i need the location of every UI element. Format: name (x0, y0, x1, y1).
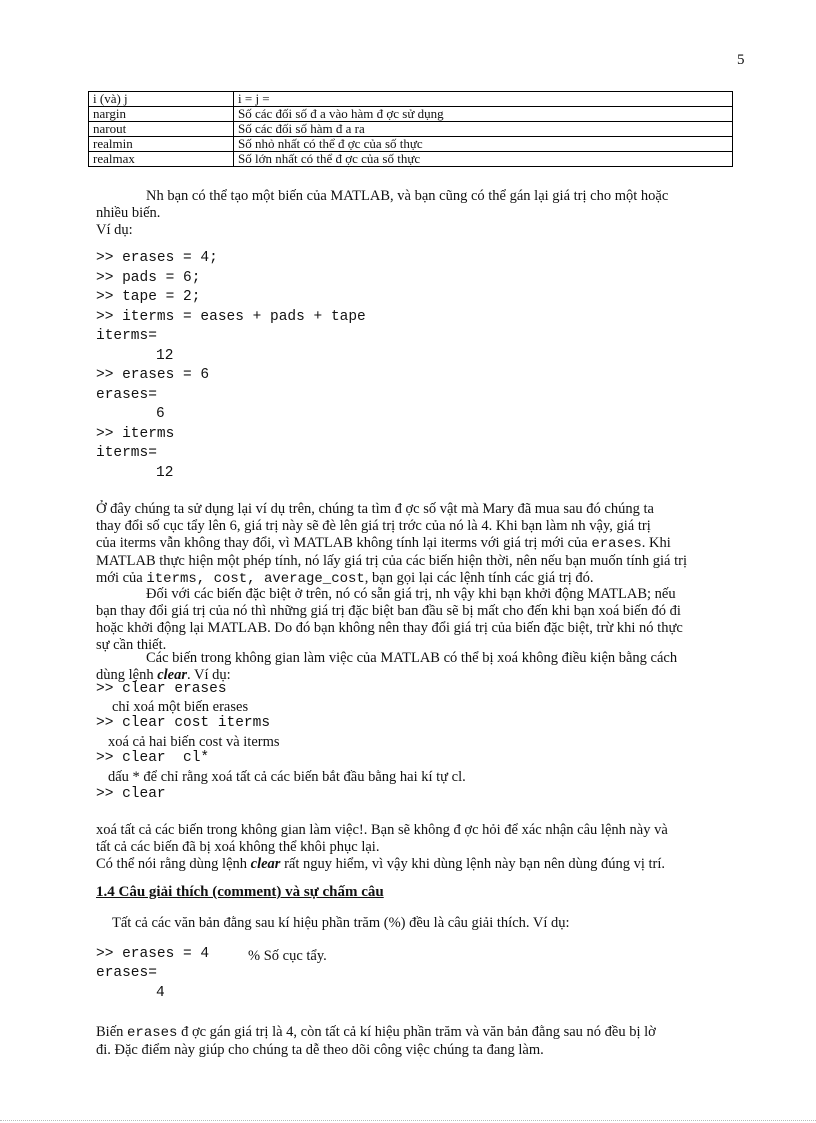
paragraph-line (96, 1024, 756, 1042)
clear-description: dấu * để chỉ rằng xoá tất cả các biến bắt đầu bằng hai kí tự cl. (108, 769, 466, 785)
clear-warning-paragraph (96, 822, 756, 873)
table-row (89, 152, 733, 167)
explanation-paragraph (96, 501, 754, 588)
table-cell: Số lớn nhất có thể đ ợc của số thực (234, 152, 733, 167)
clear-description: xoá cả hai biến cost và iterms (108, 734, 280, 750)
text-run: dùng lệnh (96, 667, 154, 683)
table-row (89, 137, 733, 152)
paragraph-line: Các biến trong không gian làm việc của MATLAB có thể bị xoá không điều kiện bằng cách (146, 650, 678, 666)
code-line: >> pads = 6; (96, 269, 201, 286)
code-line: 6 (156, 406, 165, 422)
paragraph-line: Ví dụ: (96, 222, 133, 238)
page-number: 5 (737, 52, 745, 68)
clear-code-line: >> clear cost iterms (96, 715, 271, 731)
code-line: >> iterms (96, 425, 175, 442)
paragraph-line: đi. Đặc điểm này giúp cho chúng ta dễ theo dõi công việc chúng ta đang làm. (96, 1042, 544, 1058)
text-run: , bạn gọi lại các lệnh tính các giá trị đó. (364, 570, 594, 586)
table-cell: realmax (89, 152, 234, 167)
special-variables-paragraph (96, 586, 754, 654)
code-line: iterms= (96, 328, 157, 344)
code-line: >> erases = 4; (96, 250, 218, 266)
table-cell: i = j = (234, 92, 733, 107)
paragraph-line: xoá tất cả các biến trong không gian làm việc!. Bạn sẽ không đ ợc hỏi để xác nhận câu lệnh này và (96, 822, 668, 838)
code-line: 4 (156, 985, 165, 1001)
paragraph-line (96, 856, 756, 873)
paragraph-line (96, 535, 754, 553)
paragraph-line: bạn thay đổi giá trị của nó thì những giá trị đặc biệt ban đầu sẽ bị mất cho đến khi bạn xoá biến đó đi (96, 603, 681, 619)
paragraph-line: Ở đây chúng ta sử dụng lại ví dụ trên, chúng ta tìm đ ợc số vật mà Mary đã mua sau đó chúng ta (96, 501, 654, 517)
text-run: của iterms vẫn không thay đổi, vì MATLAB không tính lại iterms với giá trị mới của (96, 535, 588, 551)
clear-code-line: >> clear (96, 786, 166, 802)
paragraph-line: sự cần thiết. (96, 637, 167, 653)
clear-code-line: >> clear erases (96, 681, 227, 697)
clear-description: chỉ xoá một biến erases (112, 699, 249, 715)
special-variables-table (88, 91, 733, 167)
comment-explanation-paragraph (96, 1024, 756, 1059)
table-cell: narout (89, 122, 234, 137)
code-line: erases= (96, 965, 157, 981)
code-line: 12 (156, 347, 174, 364)
table-cell: Số các đối số đ a vào hàm đ ợc sử dụng (234, 107, 733, 122)
table-cell: realmin (89, 137, 234, 152)
inline-code: iterms, cost, average_cost (146, 571, 365, 587)
paragraph-line: Đối với các biến đặc biệt ở trên, nó có sẵn giá trị, nh vậy khi bạn khởi động MATLAB; nếu (146, 586, 676, 602)
text-run: mới của (96, 570, 143, 586)
code-line: >> erases = 4 (96, 946, 210, 962)
table-row (89, 122, 733, 137)
table-row (89, 92, 733, 107)
code-comment: % Số cục tẩy. (248, 948, 327, 964)
emphasis-clear: clear (157, 667, 188, 683)
paragraph-line: tất cả các biến đã bị xoá không thể khôi phục lại. (96, 839, 380, 855)
text-run: Biến (96, 1024, 124, 1040)
comment-intro-paragraph: Tất cả các văn bản đằng sau kí hiệu phần trăm (%) đều là câu giải thích. Ví dụ: (112, 915, 570, 931)
table-cell: Số nhỏ nhất có thể đ ợc của số thực (234, 137, 733, 152)
code-line: iterms= (96, 445, 157, 461)
code-line: >> erases = 6 (96, 367, 210, 383)
text-run: Có thể nói rằng dùng lệnh (96, 856, 248, 872)
paragraph-line: MATLAB thực hiện một phép tính, nó lấy giá trị của các biến hiện thời, nên nếu bạn muốn tính giá trị (96, 553, 687, 569)
code-block-assign (96, 249, 366, 483)
clear-code-line: >> clear cl* (96, 750, 210, 766)
clear-intro-paragraph (96, 650, 754, 684)
table-cell: Số các đối số hàm đ a ra (234, 122, 733, 137)
inline-code: erases (591, 536, 642, 552)
text-run: đ ợc gán giá trị là 4, còn tất cả kí hiệu phần trăm và văn bản đằng sau nó đều bị lờ (181, 1024, 656, 1040)
code-line: >> tape = 2; (96, 289, 201, 305)
table-cell: i (và) j (89, 92, 234, 107)
paragraph-line: Nh bạn có thể tạo một biến của MATLAB, và bạn cũng có thể gán lại giá trị cho một hoặc (146, 188, 669, 204)
section-heading: 1.4 Câu giải thích (comment) và sự chấm câu (96, 884, 384, 900)
text-run: . Ví dụ: (187, 667, 231, 683)
page-bottom-rule (0, 1120, 816, 1121)
code-line: >> iterms = eases + pads + tape (96, 308, 366, 325)
code-line: 12 (156, 464, 174, 481)
intro-paragraph (96, 188, 754, 239)
text-run: . Khi (641, 535, 671, 551)
table-row (89, 107, 733, 122)
code-line: erases= (96, 386, 157, 403)
inline-code: erases (127, 1025, 178, 1041)
paragraph-line: nhiều biến. (96, 205, 161, 221)
table-cell: nargin (89, 107, 234, 122)
text-run: rất nguy hiểm, vì vậy khi dùng lệnh này bạn nên dùng đúng vị trí. (284, 856, 666, 872)
paragraph-line: thay đổi số cục tẩy lên 6, giá trị này sẽ đè lên giá trị trớc của nó là 4. Khi bạn làm nh vậy, giá trị (96, 518, 651, 534)
paragraph-line: hoặc khởi động lại MATLAB. Do đó bạn không nên thay đổi giá trị của biến đặc biệt, trừ khi nó thực (96, 620, 683, 636)
emphasis-clear: clear (250, 856, 281, 872)
